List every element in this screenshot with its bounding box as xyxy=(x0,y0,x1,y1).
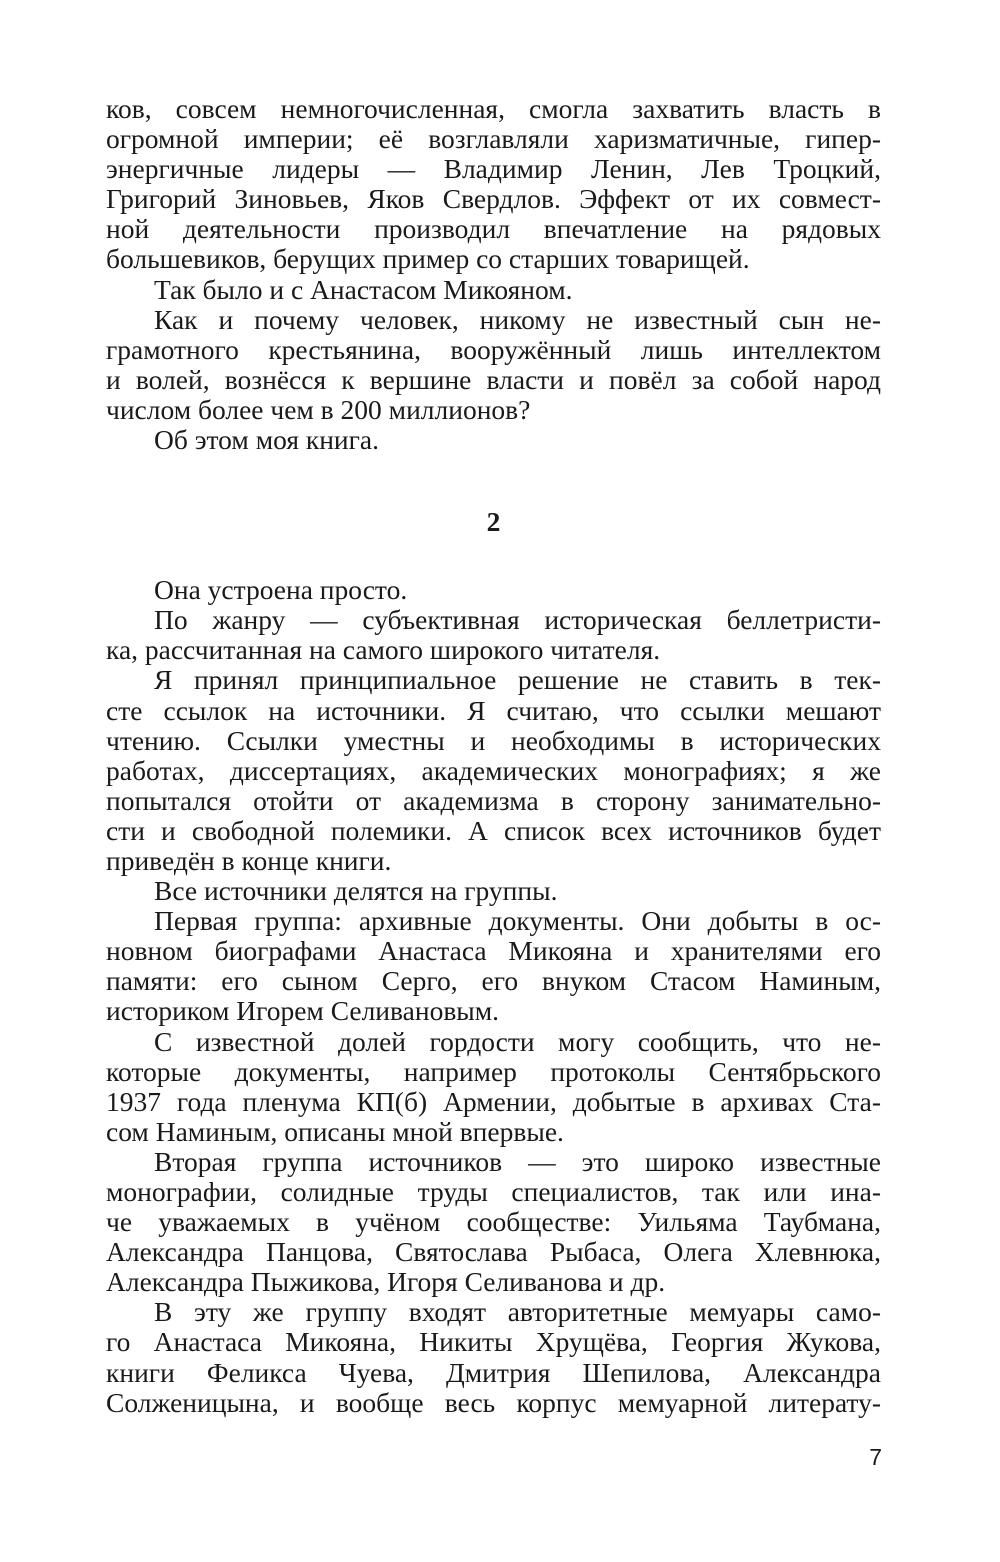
text-line: и волей, вознёсся к вершине власти и повёл за собой народ xyxy=(106,363,881,395)
text-line: Об этом моя книга. xyxy=(154,424,379,456)
text-line: Солженицына, и вообще весь корпус мемуарной литерату- xyxy=(106,1386,881,1418)
paragraph xyxy=(106,1027,881,1147)
text-line: историком Игорем Селивановым. xyxy=(106,995,500,1027)
text-line: монографии, солидные труды специалистов, так или ина- xyxy=(106,1176,881,1207)
page-number: 7 xyxy=(869,1444,882,1470)
text-line: книги Феликса Чуева, Дмитрия Шепилова, Александра xyxy=(106,1356,881,1388)
paragraph xyxy=(106,575,881,605)
text-line: 1937 года пленума КП(б) Армении, добытые в архивах Ста- xyxy=(106,1085,881,1117)
text-line: Так было и с Анастасом Микояном. xyxy=(154,273,573,305)
text-line: ной деятельности производил впечатление на рядовых xyxy=(106,213,881,245)
paragraph xyxy=(106,1147,881,1297)
text-line: го Анастаса Микояна, Никиты Хрущёва, Георгия Жукова, xyxy=(106,1326,881,1358)
text-line: По жанру — субъективная историческая беллетристи- xyxy=(154,604,881,636)
text-line: Она устроена просто. xyxy=(154,574,408,606)
paragraph xyxy=(106,665,881,876)
text-line: энергичные лидеры — Владимир Ленин, Лев Троцкий, xyxy=(106,153,881,185)
text-line: Все источники делятся на группы. xyxy=(154,875,558,907)
text-line: Александра Панцова, Святослава Рыбаса, Олега Хлевнюка, xyxy=(106,1236,881,1268)
paragraph xyxy=(106,1297,881,1417)
paragraph xyxy=(106,906,881,1026)
paragraph xyxy=(106,425,881,455)
page-body xyxy=(106,94,881,1418)
text-line: грамотного крестьянина, вооружённый лишь интеллектом xyxy=(106,333,881,365)
paragraph xyxy=(106,275,881,305)
text-line: С известной долей гордости могу сообщить, что не- xyxy=(154,1025,881,1057)
text-line: сти и свободной полемики. А список всех источников будет xyxy=(106,814,881,846)
text-line: че уважаемых в учёном сообществе: Уильяма Таубмана, xyxy=(106,1206,881,1238)
text-line: сте ссылок на источники. Я считаю, что ссылки мешают xyxy=(106,694,881,726)
text-line: попытался отойти от академизма в сторону занимательно- xyxy=(106,784,881,816)
text-line: В эту же группу входят авторитетные мемуары само- xyxy=(154,1296,881,1328)
paragraph xyxy=(106,94,881,275)
paragraph xyxy=(106,305,881,425)
text-line: ков, совсем немногочисленная, смогла захватить власть в xyxy=(106,93,881,124)
text-line: ка, рассчитанная на самого широкого читателя. xyxy=(106,634,661,666)
text-line: приведён в конце книги. xyxy=(106,844,392,876)
text-line: Я принял принципиальное решение не ставить в тек- xyxy=(154,664,881,696)
text-line: Вторая группа источников — это широко известные xyxy=(154,1145,881,1177)
text-line: огромной империи; её возглавляли харизматичные, гипер- xyxy=(106,123,881,155)
text-line: Как и почему человек, никому не известный сын не- xyxy=(154,303,881,335)
text-line: которые документы, например протоколы Сентябрьского xyxy=(106,1055,881,1087)
text-line: новном биографами Анастаса Микояна и хранителями его xyxy=(106,935,881,967)
text-line: чтению. Ссылки уместны и необходимы в исторических xyxy=(106,724,881,756)
section-heading: 2 xyxy=(486,506,501,538)
text-line: памяти: его сыном Серго, его внуком Стасом Наминым, xyxy=(106,965,881,997)
text-line: Первая группа: архивные документы. Они добыты в ос- xyxy=(154,905,881,937)
text-line: большевиков, берущих пример со старших товарищей. xyxy=(106,243,750,275)
text-line: сом Наминым, описаны мной впервые. xyxy=(106,1115,564,1147)
text-line: Александра Пыжикова, Игоря Селиванова и др. xyxy=(106,1266,666,1298)
text-line: числом более чем в 200 миллионов? xyxy=(106,393,531,425)
text-line: Григорий Зиновьев, Яков Свердлов. Эффект от их совмест- xyxy=(106,183,881,215)
paragraph xyxy=(106,876,881,906)
text-line: работах, диссертациях, академических монографиях; я же xyxy=(106,754,881,786)
paragraph xyxy=(106,605,881,665)
